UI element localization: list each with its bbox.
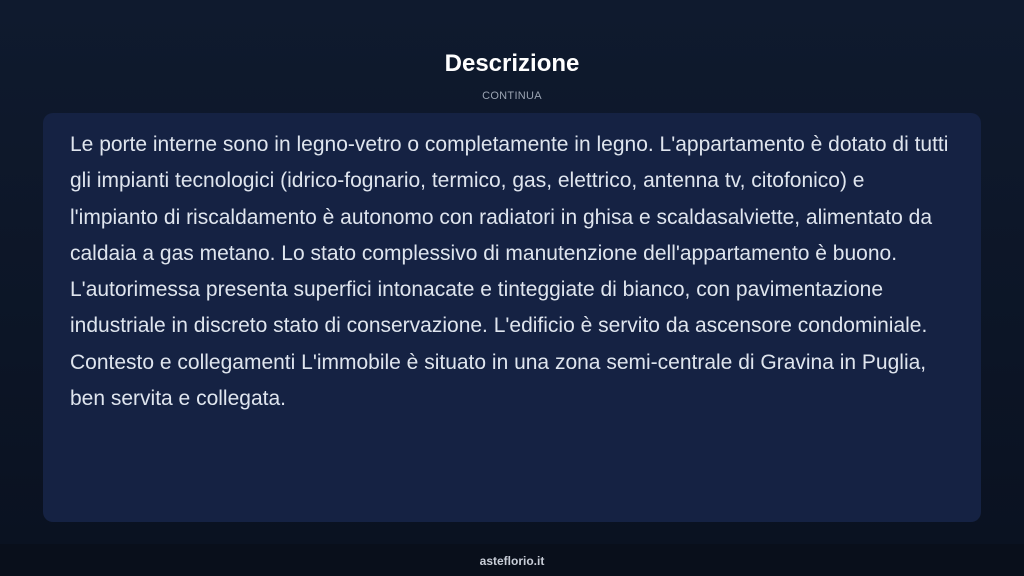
footer-bar bbox=[0, 544, 1024, 576]
description-card bbox=[43, 113, 981, 522]
description-text: Le porte interne sono in legno-vetro o completamente in legno. L'appartamento è dotato di tutti gli impianti tecnologici (idrico-fognario, termico, gas, elettrico, antenna tv, citofonico) e l'impianto di riscaldamento è autonomo con radiatori in ghisa e scaldasalviette, alimentato da caldaia a gas metano. Lo stato complessivo di manutenzione dell'appartamento è buono. L'autorimessa presenta superfici intonacate e tinteggiate di bianco, con pavimentazione industriale in discreto stato di conservazione. L'edificio è servito da ascensore condominiale. Contesto e collegamenti L'immobile è situato in una zona semi-centrale di Gravina in Puglia, ben servita e collegata. bbox=[70, 133, 949, 411]
page-subtitle: CONTINUA bbox=[482, 90, 542, 102]
page-title: Descrizione bbox=[444, 50, 580, 77]
footer-site-name: asteflorio.it bbox=[479, 554, 545, 568]
